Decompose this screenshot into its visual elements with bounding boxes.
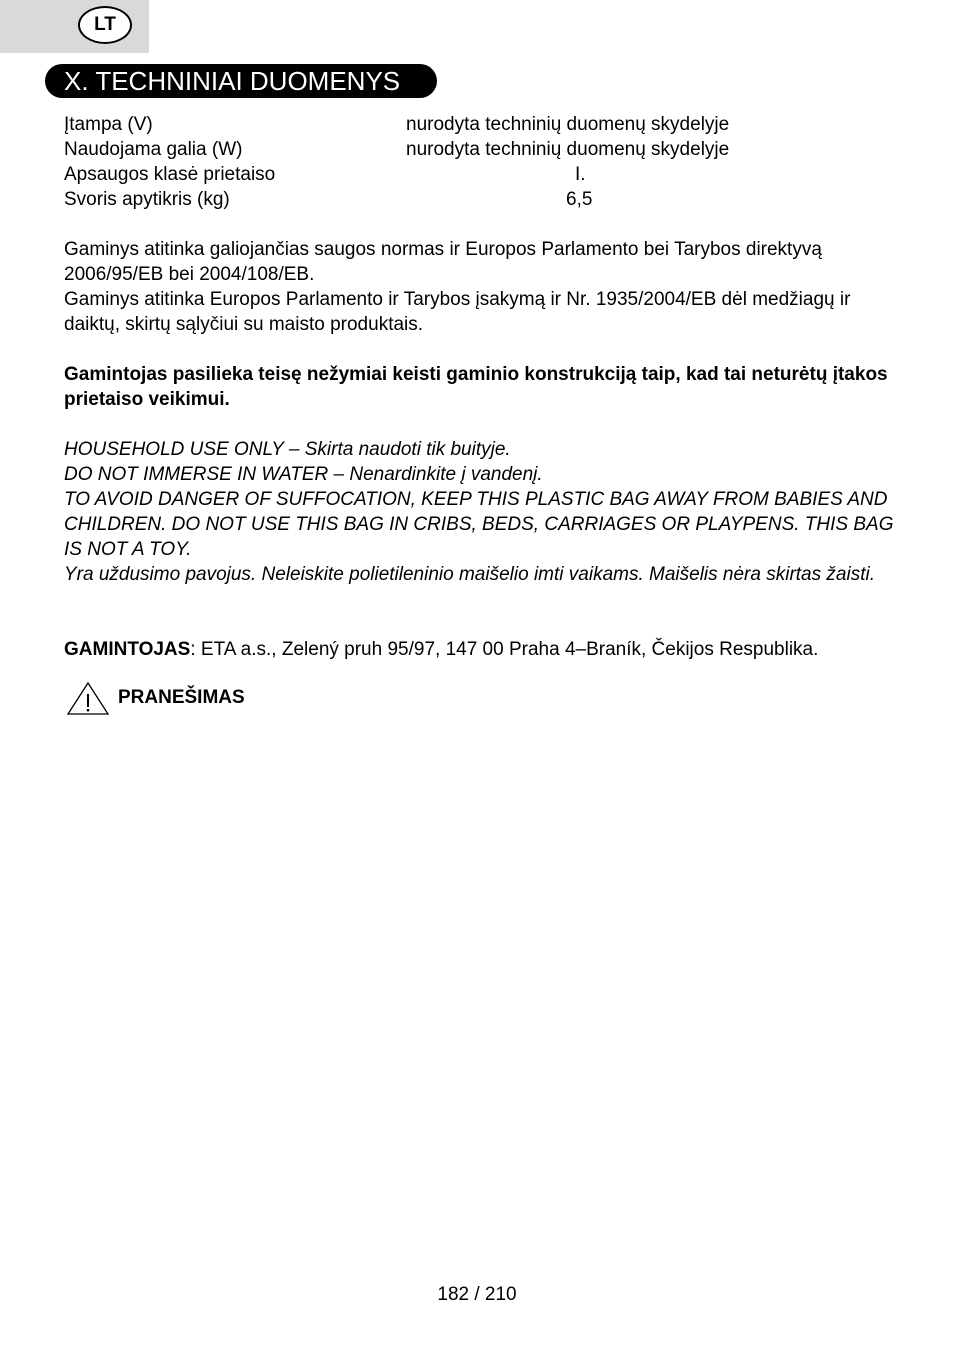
spec-label: Įtampa (V) [64, 114, 153, 135]
language-badge: LT [78, 6, 132, 44]
warning-suffocation-lt: Yra uždusimo pavojus. Neleiskite polietileninio maišelio imti vaikams. Maišelis nėra skirtas žaisti. [64, 564, 875, 585]
spec-row [64, 112, 924, 137]
spec-label: Svoris apytikris (kg) [64, 189, 230, 210]
total-pages: 210 [484, 1284, 517, 1305]
current-page: 182 [437, 1284, 470, 1305]
spec-row [64, 137, 924, 162]
spec-value: nurodyta techninių duomenų skydelyje [406, 139, 730, 160]
spec-value: I. [575, 164, 586, 185]
manufacturer-address: : ETA a.s., Zelený pruh 95/97, 147 00 Praha 4–Braník, Čekijos Respublika. [190, 639, 819, 660]
manufacturer-label: GAMINTOJAS [64, 639, 191, 660]
section-title: X. TECHNINIAI DUOMENYS [45, 64, 437, 98]
compliance-food-contact: Gaminys atitinka Europos Parlamento ir Tarybos įsakymą ir Nr. 1935/2004/EB dėl medžiagų ir daiktų, skirtų sąlyčiui su maisto produktais. [64, 289, 851, 335]
page-number [0, 1282, 954, 1307]
notice-label: PRANEŠIMAS [118, 687, 245, 708]
spec-label: Naudojama galia (W) [64, 139, 243, 160]
warning-household: HOUSEHOLD USE ONLY – Skirta naudoti tik buityje. [64, 439, 511, 460]
spec-row [64, 162, 924, 187]
spec-row [64, 187, 924, 212]
compliance-directive: Gaminys atitinka galiojančias saugos normas ir Europos Parlamento bei Tarybos direktyvą 2006/95/EB bei 2004/108/EB. [64, 239, 822, 285]
spec-value: 6,5 [566, 189, 593, 210]
spec-value: nurodyta techninių duomenų skydelyje [406, 114, 730, 135]
warning-immerse: DO NOT IMMERSE IN WATER – Nenardinkite į vandenį. [64, 464, 543, 485]
warning-suffocation-en: TO AVOID DANGER OF SUFFOCATION, KEEP THIS PLASTIC BAG AWAY FROM BABIES AND CHILDREN. DO NOT USE THIS BAG IN CRIBS, BEDS, CARRIAGES OR PLAYPENS. THIS BAG IS NOT A TOY. [64, 489, 894, 560]
warning-triangle-icon [66, 681, 110, 717]
manufacturer-info [64, 637, 924, 662]
spec-label: Apsaugos klasė prietaiso [64, 164, 276, 185]
specs-table [64, 112, 924, 212]
language-tab [0, 0, 149, 53]
page-separator: / [469, 1284, 485, 1305]
manufacturer-rights: Gamintojas pasilieka teisę nežymiai keisti gaminio konstrukciją taip, kad tai neturėtų įtakos prietaiso veikimui. [64, 364, 888, 410]
